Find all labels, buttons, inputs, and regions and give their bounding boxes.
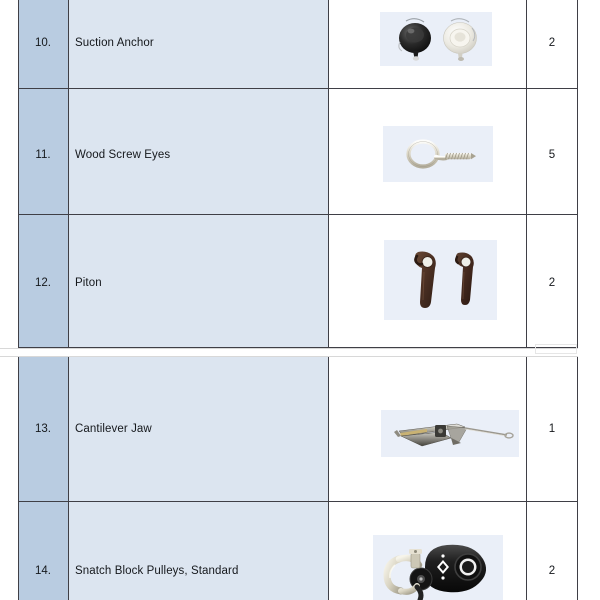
row-quantity: 2: [548, 277, 556, 289]
row-quantity-cell: [526, 502, 578, 600]
row-quantity: 5: [548, 149, 556, 161]
row-number: 10.: [35, 37, 51, 49]
row-description-cell: [68, 502, 328, 600]
row-item-name: Wood Screw Eyes: [75, 149, 171, 161]
cantilever-jaw-image: [381, 410, 519, 457]
snatch-block-pulley-image: [373, 535, 503, 600]
page-break-notch: [535, 344, 577, 354]
row-number: 14.: [35, 565, 51, 577]
row-number-cell: [18, 502, 68, 600]
row-number: 11.: [35, 149, 51, 161]
row-item-name: Snatch Block Pulleys, Standard: [75, 565, 239, 577]
suction-anchor-pair-image: [380, 12, 492, 66]
wood-screw-eye-image: [383, 126, 493, 182]
row-number: 13.: [35, 423, 51, 435]
row-quantity: 2: [548, 565, 556, 577]
page-break-gap: [0, 348, 600, 357]
row-quantity: 1: [548, 423, 556, 435]
row-quantity: 2: [548, 37, 556, 49]
row-item-name: Cantilever Jaw: [75, 423, 152, 435]
row-number: 12.: [35, 277, 51, 289]
piton-pair-image: [384, 240, 497, 320]
page-right-margin: [578, 0, 600, 600]
row-item-name: Suction Anchor: [75, 37, 154, 49]
row-item-name: Piton: [75, 277, 102, 289]
